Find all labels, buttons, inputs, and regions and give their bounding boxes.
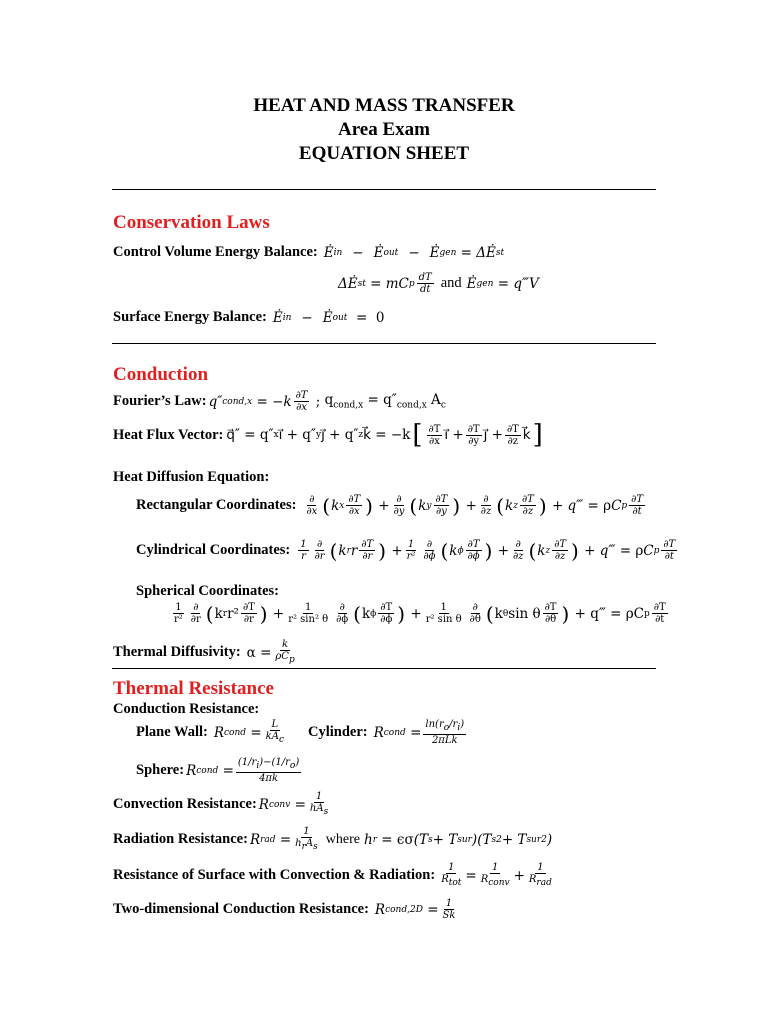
- storage-equation: ΔĖ st = mC p $\frac{dT}{dt}$: [338, 272, 432, 295]
- spherical-coordinates-equation-row: [170, 602, 670, 625]
- combined-resistance: [113, 862, 556, 889]
- two-d-conduction-resistance: [113, 898, 459, 921]
- plane-wall-equation: R cond = $\frac{L}{kA_c}$: [213, 719, 284, 745]
- cylinder-label: Cylinder:: [307, 724, 368, 740]
- sphere-equation: R cond = $\frac{(1/r_i)-(1/r_o)}{4\pi k}$: [186, 757, 300, 784]
- and-word: and: [440, 275, 462, 291]
- thermal-diffusivity-equation: α = $\frac{k}{\rho C_p}$: [246, 639, 295, 665]
- cylindrical-coordinates-label: Cylindrical Coordinates:: [136, 542, 291, 558]
- rectangular-coordinates-equation: $\frac{\partial}{\partial x}$ ( k x $\frac{\partial T}{\partial x}$ ) + $\frac{\partial}{\partial y}$ ( k y $\frac{\partial T}{\partial y}$ ) + $\frac{\partial}{\partial z}$ ( k z $\frac{\partial T}{\partial z}$ ) + q‴ = ρ C p $\frac{\partial T}{\partial t}$: [306, 493, 644, 518]
- sphere-row: [136, 757, 303, 784]
- fouriers-law-equation: q″ cond,x = − k $\frac{\partial T}{\partial x}$ ; $q_{cond,x} = q''_{cond,x}$ $A_c$: [208, 390, 446, 413]
- cylinder-equation: R cond = $\frac{\ln(r_o/r_i)}{\text{2πLk}}$: [373, 719, 465, 746]
- two-d-conduction-resistance-label: Two-dimensional Conduction Resistance:: [113, 901, 369, 917]
- sheet-header: [0, 94, 768, 166]
- divider-conduction: [112, 668, 656, 669]
- header-subtitle: Area Exam: [338, 119, 430, 140]
- convection-resistance: [113, 791, 332, 818]
- thermal-diffusivity-label: Thermal Diffusivity:: [113, 644, 241, 660]
- cylindrical-coordinates: [136, 539, 679, 562]
- radiation-resistance-label: Radiation Resistance:: [113, 831, 248, 847]
- combined-resistance-equation: $\frac{1}{R_{tot}}$ = $\frac{1}{R_{conv}}$ + $\frac{1}{R_{rad}}$: [441, 862, 552, 888]
- spherical-coordinates-heading: [136, 583, 285, 600]
- section-heading-conservation: Conservation Laws: [113, 212, 270, 233]
- radiation-resistance-equation: R rad = $\frac{1}{h_rA_s}$: [249, 826, 318, 852]
- section-heading-thermal-resistance: Thermal Resistance: [113, 678, 274, 699]
- plane-wall-label: Plane Wall:: [136, 724, 208, 740]
- rectangular-coordinates: [136, 494, 647, 517]
- cv-energy-balance-equation: Ė in − Ė out − Ė gen = ΔĖ st: [323, 244, 505, 261]
- cylindrical-coordinates-equation: $\frac{1}{r}$ $\frac{\partial}{\partial r}$ ( k r r $\frac{\partial T}{\partial r}$ ) + $\frac{1}{\text{r²}}$ $\frac{\partial}{\partial\phi}$ ( k ϕ $\frac{\partial T}{\partial\phi}$ ) + $\frac{\partial}{\partial z}$ ( k z $\frac{\partial T}{\partial z}$ ) + q‴ = ρ C p $\frac{\partial T}{\partial t}$: [300, 538, 676, 563]
- header-title: HEAT AND MASS TRANSFER: [253, 95, 515, 116]
- convection-resistance-equation: R conv = $\frac{1}{hA_s}$: [258, 791, 329, 817]
- cv-energy-balance: [113, 244, 504, 261]
- heat-diffusion-heading: [113, 469, 275, 486]
- convection-resistance-label: Convection Resistance:: [113, 796, 257, 812]
- thermal-diffusivity: [113, 639, 299, 666]
- divider-conservation: [112, 343, 656, 344]
- fouriers-law: [113, 390, 446, 413]
- combined-resistance-label: Resistance of Surface with Convection & Radiation:: [113, 867, 436, 883]
- plane-wall-cylinder-row: [136, 719, 468, 746]
- spherical-coordinates-label: Spherical Coordinates:: [136, 583, 279, 599]
- cv-energy-balance-label: Control Volume Energy Balance:: [113, 244, 318, 260]
- heat-flux-vector-label: Heat Flux Vector:: [113, 426, 224, 443]
- surface-energy-balance-label: Surface Energy Balance:: [113, 309, 267, 325]
- radiation-resistance: [113, 826, 552, 853]
- sphere-label: Sphere:: [136, 762, 185, 778]
- heat-flux-vector: [113, 422, 545, 448]
- storage-generation-row: [338, 272, 539, 295]
- where-word: where: [325, 831, 360, 847]
- conduction-resistance-heading: [113, 701, 265, 718]
- generation-equation: Ė gen = q‴V: [466, 275, 539, 292]
- radiation-coefficient-equation: h r = ϵσ (T s + T sur )(T s 2 + T sur 2 ): [363, 831, 553, 848]
- divider-top: [112, 189, 656, 190]
- spherical-coordinates-equation: $\frac{1}{\text{r²}}$ $\frac{\partial}{\partial r}$ ( k r r² $\frac{\partial T}{\partial r}$ ) + $\frac{1}{\text{r² sin² θ}}$ $\frac{\partial}{\partial\phi}$ ( k ϕ $\frac{\partial T}{\partial\phi}$ ) + $\frac{1}{\text{r² sin θ}}$ $\frac{\partial}{\partial\theta}$ ( k θ sin θ $\frac{\partial T}{\partial\theta}$ ) + q‴ = ρC p $\frac{\partial T}{\partial t}$: [174, 601, 666, 626]
- conduction-resistance-label: Conduction Resistance:: [113, 701, 260, 717]
- rectangular-coordinates-label: Rectangular Coordinates:: [136, 497, 297, 513]
- two-d-conduction-resistance-equation: R cond,2D = $\frac{1}{Sk}$: [374, 898, 456, 921]
- heat-flux-vector-equation: q⃗″ = q″ x i⃗ + q″ y j⃗ + q″ z k⃗ = −k [ $\frac{\partial T}{\partial x}$ i⃗ + $\frac{\partial T}{\partial y}$ j⃗ + $\frac{\partial T}{\partial z}$ k⃗ ]: [226, 420, 543, 450]
- header-sheet-name: EQUATION SHEET: [298, 143, 470, 164]
- section-heading-conduction: Conduction: [113, 364, 209, 385]
- surface-energy-balance: [113, 309, 385, 326]
- fouriers-law-label: Fourier’s Law:: [113, 393, 207, 409]
- surface-energy-balance-equation: Ė in − Ė out = 0: [272, 309, 385, 326]
- heat-diffusion-label: Heat Diffusion Equation:: [113, 469, 270, 485]
